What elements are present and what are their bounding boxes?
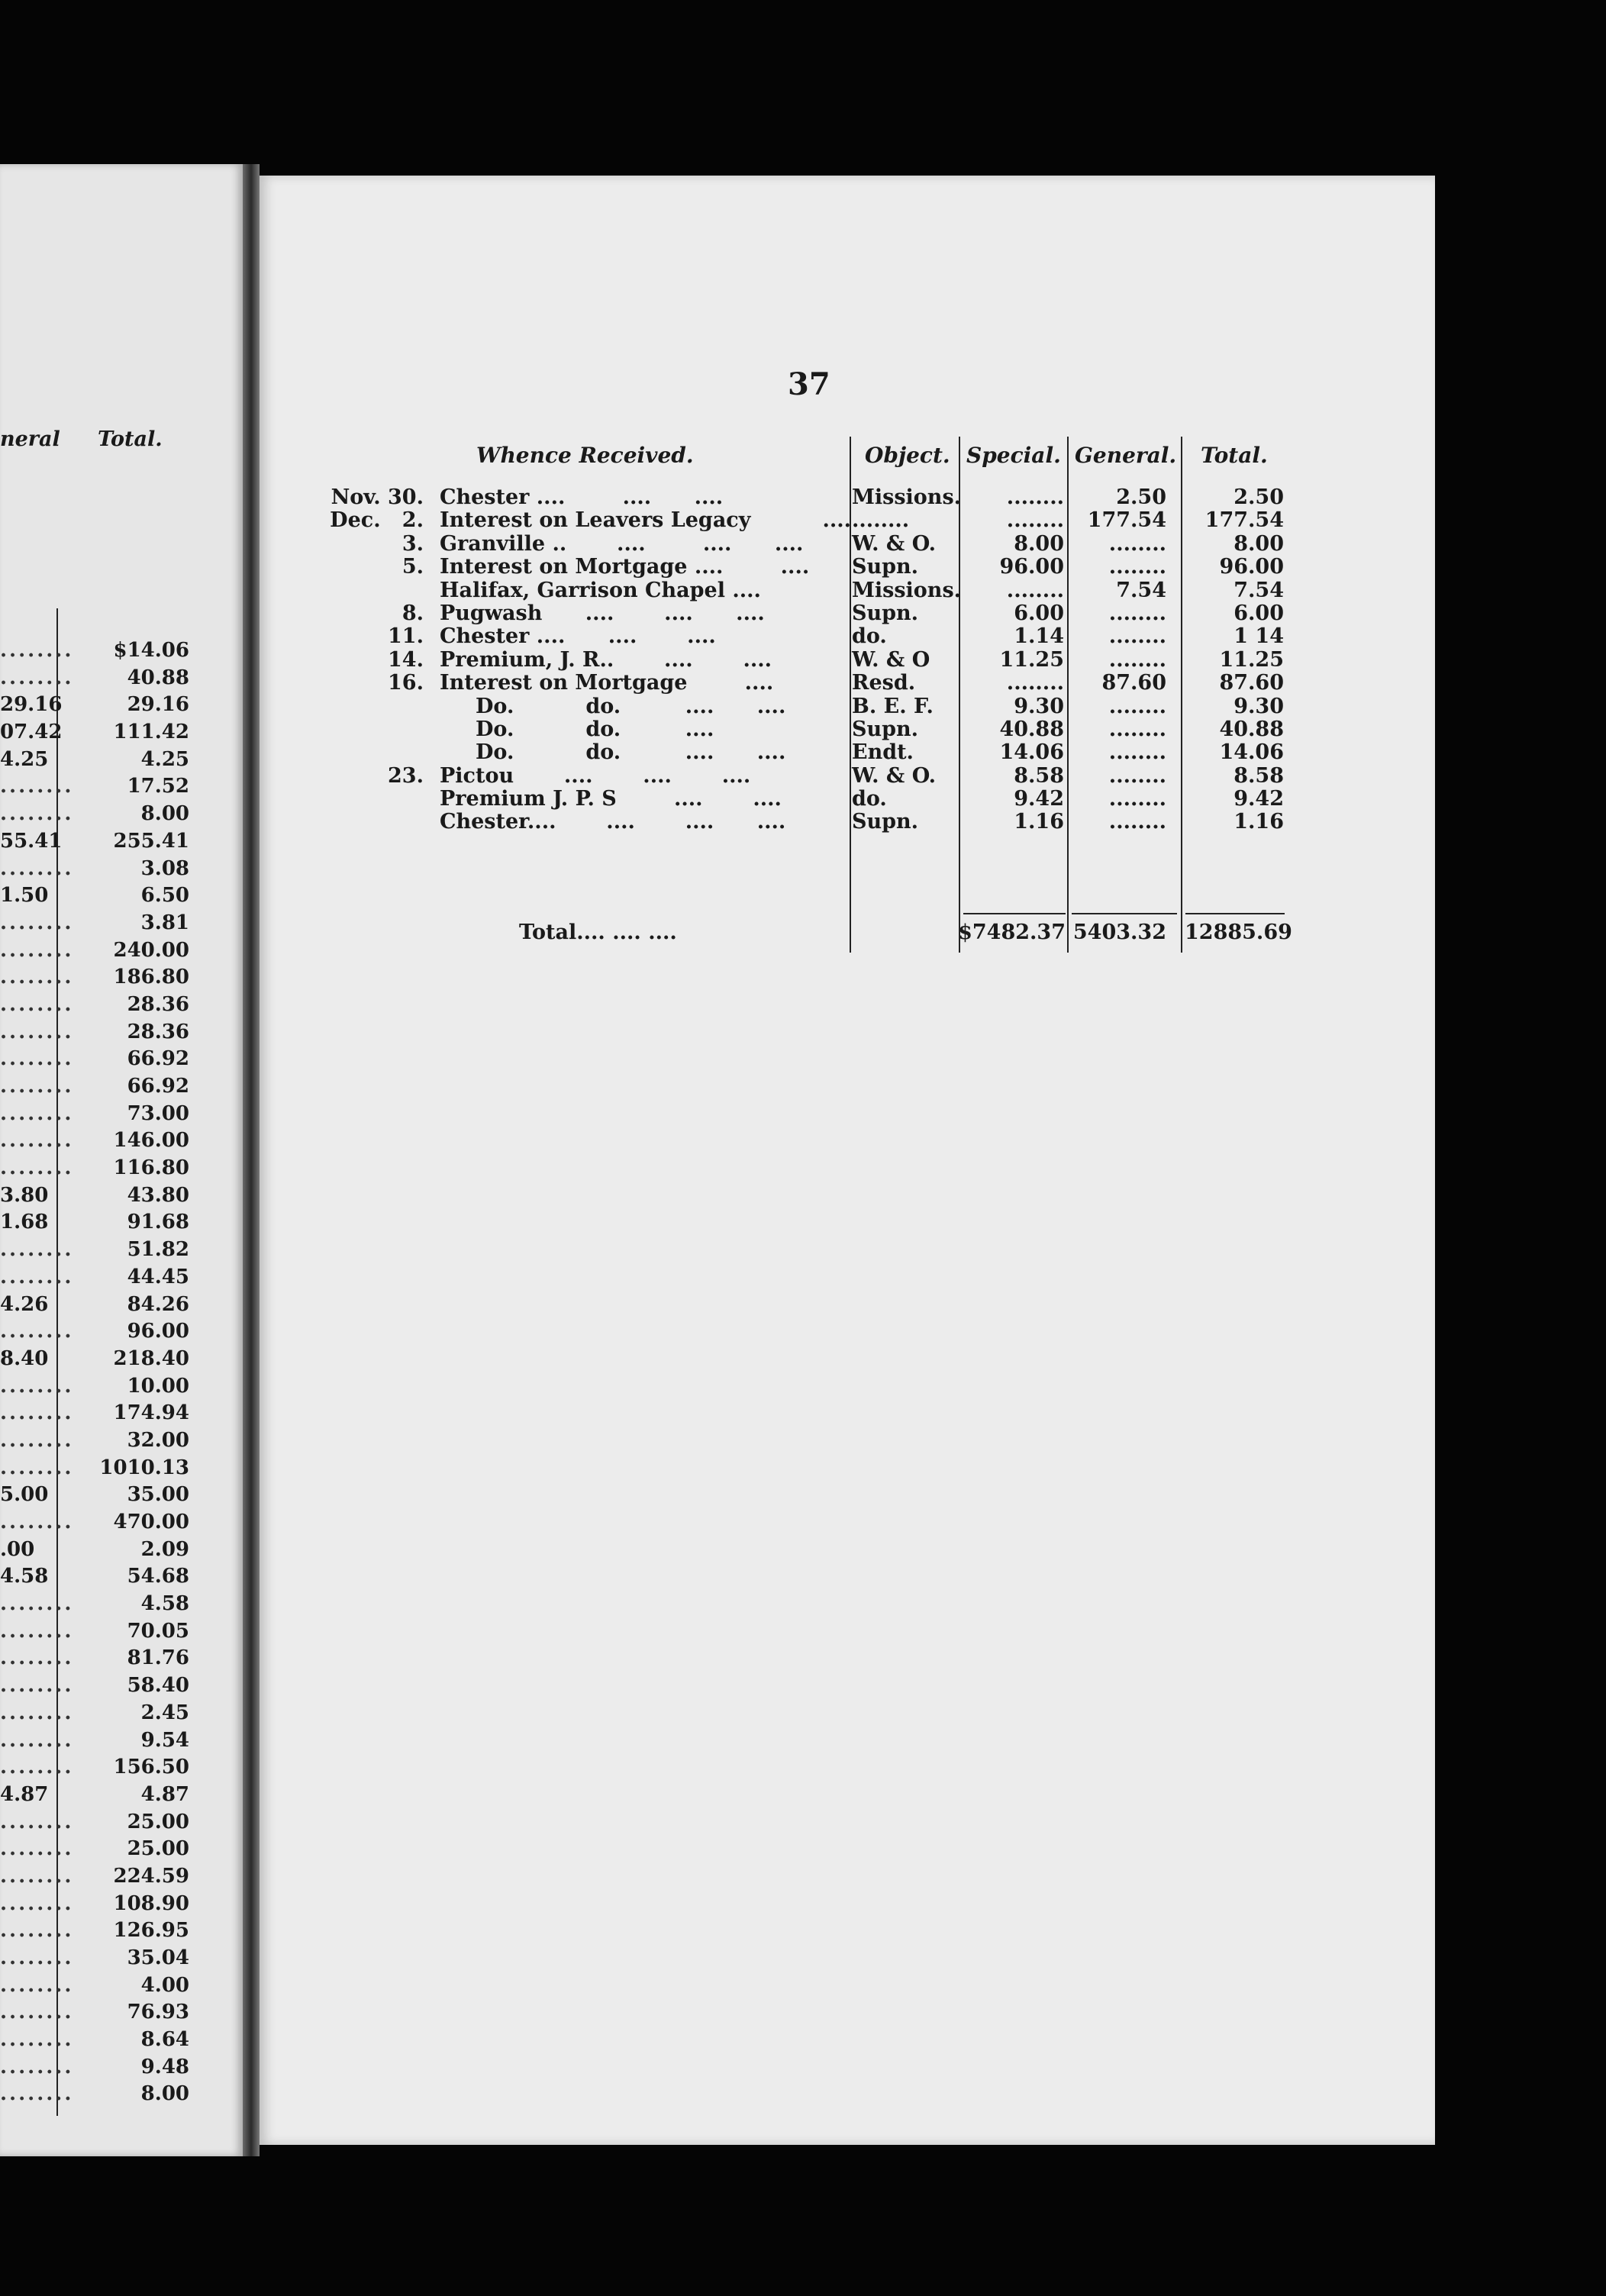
left-total-value: 96.00 — [127, 1320, 189, 1343]
row-date: 16. — [388, 671, 424, 695]
row-special: 96.00 — [999, 555, 1064, 579]
left-total-value: 25.00 — [127, 1837, 189, 1861]
table-row — [0, 671, 1606, 694]
dot-leader: ........ — [0, 1619, 74, 1643]
header-general: General. — [1075, 443, 1177, 468]
left-list-item — [0, 1156, 243, 1184]
row-object: Supn. — [852, 810, 919, 834]
row-date: 3. — [402, 531, 424, 556]
left-total-value: 9.54 — [140, 1728, 189, 1752]
row-object: W. & O. — [852, 531, 937, 556]
left-total-value: 28.36 — [127, 992, 189, 1016]
row-general: ........ — [1108, 810, 1166, 834]
left-total-value: 35.04 — [127, 1946, 189, 1969]
row-total: 14.06 — [1219, 740, 1284, 765]
left-list-item — [0, 2056, 243, 2083]
row-total: 1 14 — [1234, 624, 1284, 649]
dot-leader: ........ — [0, 1320, 74, 1343]
table-row — [0, 485, 1606, 508]
dot-leader: ........ — [0, 1837, 74, 1861]
table-row — [0, 695, 1606, 718]
row-general: ........ — [1108, 647, 1166, 672]
row-general: ........ — [1108, 717, 1166, 741]
dot-leader: ........ — [0, 1265, 74, 1288]
row-special: 40.88 — [999, 717, 1064, 741]
dot-leader: ........ — [0, 802, 74, 826]
left-total-value: 66.92 — [127, 1047, 189, 1071]
row-source: Pugwash .... .... .... — [440, 601, 765, 625]
row-general: ........ — [1108, 740, 1166, 765]
dot-leader: ........ — [0, 639, 74, 662]
header-total: Total. — [1201, 443, 1268, 468]
row-object: do. — [852, 787, 887, 811]
left-list-item — [0, 1293, 243, 1321]
left-general-value: .00 — [0, 1537, 35, 1561]
row-total: 96.00 — [1219, 555, 1284, 579]
left-list-item — [0, 1266, 243, 1293]
left-total-value: 73.00 — [127, 1101, 189, 1125]
left-total-value: 17.52 — [127, 775, 189, 798]
left-total-value: 28.36 — [127, 1020, 189, 1043]
left-total-value: 25.00 — [127, 1810, 189, 1833]
left-total-value: 4.87 — [140, 1782, 189, 1806]
dot-leader: ........ — [0, 2055, 74, 2078]
left-list-item — [0, 1946, 243, 1974]
row-general: ........ — [1108, 601, 1166, 625]
left-general-value: 55.41 — [0, 829, 63, 853]
dot-leader: ........ — [0, 1156, 74, 1180]
left-general-value: 4.58 — [0, 1565, 49, 1588]
row-special: 8.58 — [1014, 763, 1064, 788]
row-object: B. E. F. — [852, 694, 934, 718]
left-total-value: 58.40 — [127, 1674, 189, 1698]
left-total-value: 218.40 — [113, 1346, 189, 1370]
book-gutter — [243, 164, 260, 2156]
dot-leader: ........ — [0, 1674, 74, 1698]
row-special: 1.16 — [1014, 810, 1064, 834]
dot-leader: ........ — [0, 966, 74, 989]
table-row — [0, 624, 1606, 647]
sum-rule — [1072, 913, 1177, 914]
row-special: 14.06 — [999, 740, 1064, 765]
dot-leader: ........ — [0, 1919, 74, 1943]
left-general-value: 29.16 — [0, 693, 63, 717]
left-list-item — [0, 830, 243, 857]
row-source: Granville .. .... .... .... — [440, 531, 804, 556]
left-total-value: 4.00 — [140, 1973, 189, 1997]
dot-leader: ........ — [0, 911, 74, 934]
total-label: Total.... .... .... — [519, 921, 677, 944]
row-general: 2.50 — [1116, 485, 1166, 509]
left-general-value: 8.40 — [0, 1346, 49, 1370]
left-list-item — [0, 1075, 243, 1102]
left-total-value: 240.00 — [113, 938, 189, 962]
left-list-item — [0, 1919, 243, 1946]
left-list-item — [0, 2001, 243, 2028]
left-list-item — [0, 1238, 243, 1266]
row-source: Do. do. .... — [440, 717, 714, 741]
total-row — [0, 921, 1606, 946]
row-source: Chester .... .... .... — [440, 485, 724, 509]
total-total: 12885.69 — [1185, 921, 1292, 944]
row-object: Supn. — [852, 717, 919, 741]
left-list-item — [0, 1456, 243, 1484]
left-total-value: 54.68 — [127, 1565, 189, 1588]
dot-leader: ........ — [0, 2001, 74, 2024]
left-header-total: Total. — [98, 427, 163, 451]
row-source: Interest on Mortgage .... .... — [440, 555, 810, 579]
left-list-item — [0, 1865, 243, 1892]
left-total-value: $14.06 — [113, 639, 189, 662]
left-total-value: 6.50 — [140, 884, 189, 908]
left-header-general: neral — [0, 427, 60, 451]
left-total-value: 66.92 — [127, 1075, 189, 1098]
left-total-value: 40.88 — [127, 666, 189, 689]
left-list-item — [0, 1021, 243, 1048]
left-total-value: 10.00 — [127, 1374, 189, 1398]
left-list-item — [0, 1783, 243, 1811]
left-total-value: 111.42 — [113, 721, 189, 744]
dot-leader: ........ — [0, 1129, 74, 1153]
left-general-value: 5.00 — [0, 1483, 49, 1507]
left-total-value: 126.95 — [113, 1919, 189, 1943]
left-total-value: 70.05 — [127, 1619, 189, 1643]
left-list-item — [0, 1320, 243, 1347]
left-list-item — [0, 993, 243, 1021]
row-total: 8.00 — [1234, 531, 1284, 556]
left-list-item — [0, 1511, 243, 1538]
left-total-value: 1010.13 — [99, 1456, 189, 1479]
left-total-value: 44.45 — [127, 1265, 189, 1288]
page-number: 37 — [788, 366, 830, 402]
row-general: ........ — [1108, 787, 1166, 811]
row-object: Missions. — [852, 578, 962, 602]
row-total: 7.54 — [1234, 578, 1284, 602]
dot-leader: ........ — [0, 992, 74, 1016]
table-row — [0, 508, 1606, 531]
left-list-item — [0, 1211, 243, 1238]
dot-leader: ........ — [0, 775, 74, 798]
row-total: 9.42 — [1234, 787, 1284, 811]
left-list-item — [0, 1837, 243, 1865]
dot-leader: ........ — [0, 1511, 74, 1533]
dot-leader: ........ — [0, 1428, 74, 1452]
row-total: 2.50 — [1234, 485, 1284, 509]
dot-leader: ........ — [0, 1973, 74, 1997]
left-total-value: 224.59 — [113, 1864, 189, 1888]
dot-leader: ........ — [0, 1020, 74, 1043]
left-list-item — [0, 966, 243, 993]
row-source: Premium J. P. S .... .... — [440, 787, 782, 811]
left-total-value: 156.50 — [113, 1756, 189, 1779]
row-general: ........ — [1108, 531, 1166, 556]
row-source: Do. do. .... .... — [440, 694, 786, 718]
left-list-item — [0, 1646, 243, 1674]
dot-leader: ........ — [0, 1810, 74, 1833]
left-list-item — [0, 1892, 243, 1920]
ledger-table — [0, 485, 1606, 834]
row-general: ........ — [1108, 694, 1166, 718]
dot-leader: ........ — [0, 1946, 74, 1969]
left-list-item — [0, 1483, 243, 1511]
left-total-value: 116.80 — [113, 1156, 189, 1180]
total-special: $7482.37 — [958, 921, 1066, 944]
dot-leader: ........ — [0, 1728, 74, 1752]
row-object: Resd. — [852, 671, 916, 695]
left-total-value: 29.16 — [127, 693, 189, 717]
left-total-value: 81.76 — [127, 1646, 189, 1670]
left-list-item — [0, 2028, 243, 2056]
left-list-item — [0, 1375, 243, 1402]
dot-leader: ........ — [0, 2028, 74, 2052]
left-list-item — [0, 2082, 243, 2110]
table-row — [0, 764, 1606, 787]
dot-leader: ........ — [0, 1401, 74, 1425]
dot-leader: ........ — [0, 1101, 74, 1125]
dot-leader: ........ — [0, 1646, 74, 1670]
left-list-item — [0, 1347, 243, 1375]
row-object: W. & O. — [852, 763, 937, 788]
left-total-value: 470.00 — [113, 1511, 189, 1533]
sum-rule — [963, 913, 1066, 914]
row-total: 11.25 — [1219, 647, 1284, 672]
row-object: Supn. — [852, 555, 919, 579]
left-total-value: 8.64 — [140, 2028, 189, 2052]
row-general: ........ — [1108, 624, 1166, 649]
row-total: 1.16 — [1234, 810, 1284, 834]
left-total-value: 8.00 — [140, 802, 189, 826]
left-list-item — [0, 1674, 243, 1701]
left-total-value: 84.26 — [127, 1292, 189, 1316]
left-page-rows — [0, 639, 243, 2110]
row-source: Chester .... .... .... — [440, 624, 716, 649]
table-row — [0, 740, 1606, 763]
row-object: do. — [852, 624, 887, 649]
left-total-value: 43.80 — [127, 1183, 189, 1207]
row-source: Interest on Leavers Legacy .... — [440, 508, 852, 533]
dot-leader: ........ — [0, 1374, 74, 1398]
row-total: 8.58 — [1234, 763, 1284, 788]
dot-leader: ........ — [0, 938, 74, 962]
left-general-value: 1.68 — [0, 1211, 49, 1234]
left-list-item — [0, 1102, 243, 1130]
row-date: 23. — [388, 763, 424, 788]
left-general-value: 4.25 — [0, 747, 49, 771]
header-whence-received: Whence Received. — [476, 443, 694, 468]
table-row — [0, 532, 1606, 555]
left-total-value: 3.08 — [140, 856, 189, 880]
row-general: ........ — [1108, 763, 1166, 788]
table-row — [0, 787, 1606, 810]
row-date: 14. — [388, 647, 424, 672]
dot-leader: ........ — [0, 2082, 74, 2106]
dot-leader: ........ — [0, 1238, 74, 1262]
dot-leader: ........ — [0, 1891, 74, 1915]
row-special: 8.00 — [1014, 531, 1064, 556]
dot-leader: ........ — [0, 1456, 74, 1479]
dot-leader: ........ — [0, 1047, 74, 1071]
left-list-item — [0, 857, 243, 885]
row-special: ........ — [1006, 578, 1064, 602]
left-general-value: 1.50 — [0, 884, 49, 908]
row-general: 177.54 — [1087, 508, 1166, 533]
row-general: ........ — [1108, 555, 1166, 579]
row-general: 7.54 — [1116, 578, 1166, 602]
row-object: Missions. — [852, 485, 962, 509]
row-total: 9.30 — [1234, 694, 1284, 718]
left-list-item — [0, 1565, 243, 1592]
left-total-value: 3.81 — [140, 911, 189, 934]
left-general-value: 4.26 — [0, 1292, 49, 1316]
table-row — [0, 810, 1606, 833]
row-special: 11.25 — [999, 647, 1064, 672]
row-source: Do. do. .... .... — [440, 740, 786, 765]
dot-leader: ........ — [0, 1701, 74, 1724]
left-total-value: 76.93 — [127, 2001, 189, 2024]
dot-leader: ........ — [0, 1864, 74, 1888]
dot-leader: ........ — [0, 1592, 74, 1616]
row-special: 9.30 — [1014, 694, 1064, 718]
left-list-item — [0, 1729, 243, 1756]
dot-leader: ........ — [0, 856, 74, 880]
left-total-value: 91.68 — [127, 1211, 189, 1234]
row-object: W. & O — [852, 647, 930, 672]
row-special: ........ — [1006, 671, 1064, 695]
row-date: Nov. 30. — [331, 485, 424, 509]
row-date: 5. — [402, 555, 424, 579]
left-list-item — [0, 1756, 243, 1783]
left-list-item — [0, 884, 243, 911]
page — [260, 176, 1435, 2145]
total-general: 5403.32 — [1072, 921, 1166, 944]
row-source: Interest on Mortgage .... — [440, 671, 774, 695]
left-total-value: 4.58 — [140, 1592, 189, 1616]
left-total-value: 255.41 — [113, 829, 189, 853]
row-special: 6.00 — [1014, 601, 1064, 625]
row-object: Endt. — [852, 740, 914, 765]
left-total-value: 146.00 — [113, 1129, 189, 1153]
row-source: Halifax, Garrison Chapel .... — [440, 578, 761, 602]
left-total-value: 9.48 — [140, 2055, 189, 2078]
row-general: 87.60 — [1101, 671, 1166, 695]
left-list-item — [0, 1047, 243, 1075]
table-row — [0, 718, 1606, 740]
left-list-item — [0, 1184, 243, 1211]
left-list-item — [0, 1401, 243, 1429]
header-object: Object. — [865, 443, 950, 468]
left-list-item — [0, 1538, 243, 1566]
table-row — [0, 648, 1606, 671]
left-list-item — [0, 1701, 243, 1729]
left-total-value: 108.90 — [113, 1891, 189, 1915]
row-total: 87.60 — [1219, 671, 1284, 695]
left-list-item — [0, 1592, 243, 1620]
row-date: Dec. 2. — [330, 508, 424, 533]
row-special: ........ — [1006, 485, 1064, 509]
previous-page-fragment — [0, 164, 243, 2156]
sum-rule — [1185, 913, 1285, 914]
left-total-value: 4.25 — [140, 747, 189, 771]
left-list-item — [0, 1620, 243, 1647]
left-total-value: 35.00 — [127, 1483, 189, 1507]
left-list-item — [0, 1129, 243, 1156]
table-row — [0, 601, 1606, 624]
row-special: ........ — [1006, 508, 1064, 533]
dot-leader: ........ — [0, 666, 74, 689]
row-total: 40.88 — [1219, 717, 1284, 741]
row-source: Premium, J. R.. .... .... — [440, 647, 772, 672]
dot-leader: ........ — [0, 1756, 74, 1779]
left-total-value: 8.00 — [140, 2082, 189, 2106]
left-general-value: 3.80 — [0, 1183, 49, 1207]
left-total-value: 174.94 — [113, 1401, 189, 1425]
row-special: 9.42 — [1014, 787, 1064, 811]
left-list-item — [0, 1429, 243, 1456]
row-special: 1.14 — [1014, 624, 1064, 649]
row-object: Supn. — [852, 601, 919, 625]
row-date: 8. — [402, 601, 424, 625]
left-list-item — [0, 1974, 243, 2001]
row-object: ........ — [852, 508, 910, 533]
row-source: Chester.... .... .... .... — [440, 810, 786, 834]
row-source: Pictou .... .... .... — [440, 763, 751, 788]
dot-leader: ........ — [0, 1075, 74, 1098]
left-total-value: 51.82 — [127, 1238, 189, 1262]
table-row — [0, 579, 1606, 601]
left-general-value: 07.42 — [0, 721, 63, 744]
row-date: 11. — [388, 624, 424, 649]
left-total-value: 2.45 — [140, 1701, 189, 1724]
row-total: 6.00 — [1234, 601, 1284, 625]
left-list-item — [0, 1811, 243, 1838]
left-total-value: 2.09 — [140, 1537, 189, 1561]
header-special: Special. — [966, 443, 1061, 468]
left-general-value: 4.87 — [0, 1782, 49, 1806]
row-total: 177.54 — [1204, 508, 1284, 533]
left-total-value: 32.00 — [127, 1428, 189, 1452]
table-row — [0, 555, 1606, 578]
left-total-value: 186.80 — [113, 966, 189, 989]
